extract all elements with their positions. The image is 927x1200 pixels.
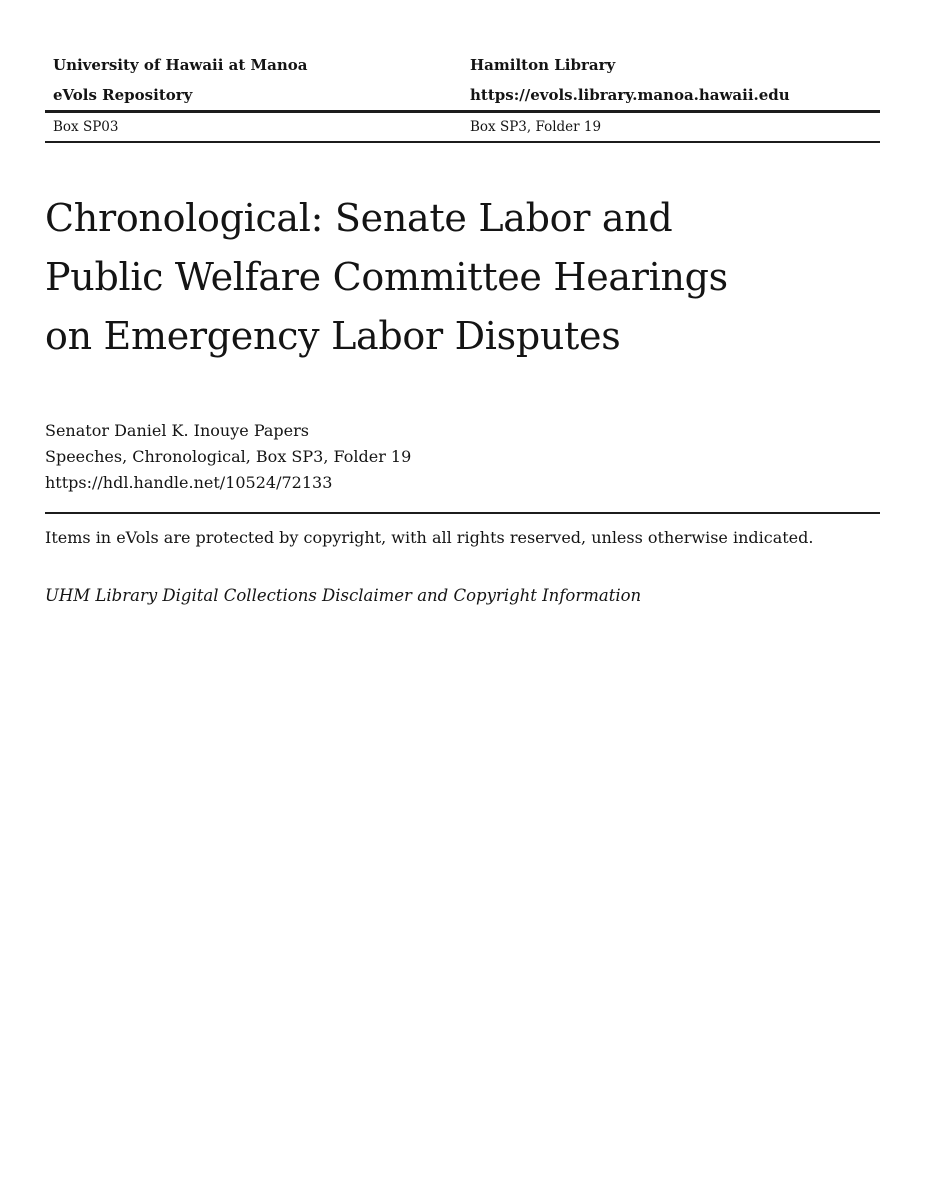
metadata-divider-rule xyxy=(45,512,880,514)
handle-url-link[interactable]: https://hdl.handle.net/10524/72133 xyxy=(45,473,333,492)
page-title xyxy=(45,189,880,366)
disclaimer-link[interactable]: UHM Library Digital Collections Disclaimer and Copyright Information xyxy=(45,586,642,605)
repository-name: eVols Repository xyxy=(53,86,193,104)
header-rule-bottom xyxy=(45,141,880,144)
header xyxy=(45,50,880,143)
header-right-column xyxy=(470,50,880,110)
repository-url-link[interactable]: https://evols.library.manoa.hawaii.edu xyxy=(470,86,790,104)
page-title-line-2: Public Welfare Committee Hearings xyxy=(45,255,728,299)
copyright-notice: Items in eVols are protected by copyright, with all rights reserved, unless otherwise indicated. xyxy=(45,528,814,547)
collection-name: Senator Daniel K. Inouye Papers xyxy=(45,421,309,440)
page-title-line-3: on Emergency Labor Disputes xyxy=(45,314,621,358)
header-box-row xyxy=(45,113,880,141)
series-name: Speeches, Chronological, Box SP3, Folder 19 xyxy=(45,447,412,466)
institution-name: University of Hawaii at Manoa xyxy=(53,56,308,74)
metadata-block xyxy=(45,418,880,496)
box-label-left: Box SP03 xyxy=(53,118,119,135)
page-title-line-1: Chronological: Senate Labor and xyxy=(45,196,673,240)
header-top-row xyxy=(45,50,880,110)
header-left-column xyxy=(45,50,470,110)
library-name: Hamilton Library xyxy=(470,56,616,74)
box-label-right: Box SP3, Folder 19 xyxy=(470,118,602,135)
